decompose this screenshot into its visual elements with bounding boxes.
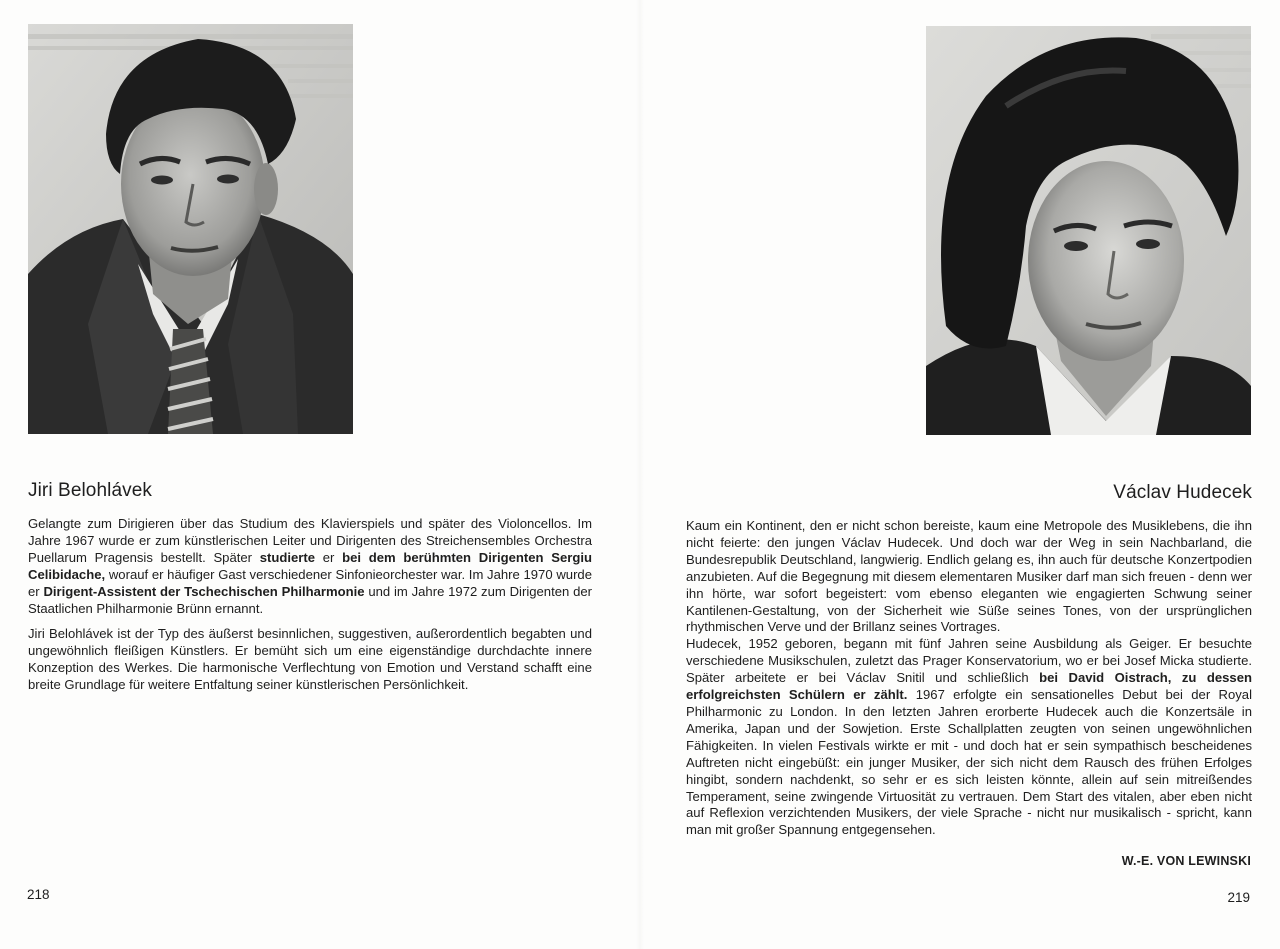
page-number-left: 218	[27, 887, 50, 902]
name-belohlavek: Jiri Belohlávek	[28, 480, 152, 501]
bio-paragraph-1: Gelangte zum Dirigieren über das Studium des Klavierspiels und später des Violoncellos. Im Jahre 1967 wurde er zum künstlerischen Leiter und Dirigenten des Streichensembles Orchestra Puellarum Pragensis bestellt. Später studierte er bei dem berühmten Dirigenten Sergiu Celibidache, worauf er häufiger Gast verschiedener Sinfonieorchester war. Im Jahre 1970 wurde er Dirigent-Assistent der Tschechischen Philharmonie und im Jahre 1972 zum Dirigenten der Staatlichen Philharmonie Brünn ernannt.	[28, 516, 592, 616]
name-hudecek: Václav Hudecek	[1113, 482, 1252, 503]
author-credit: W.-E. VON LEWINSKI	[1121, 854, 1251, 868]
portrait-photo-hudecek	[926, 26, 1251, 435]
portrait-photo-belohlavek	[28, 24, 353, 434]
bio-hudecek	[686, 518, 1252, 839]
bio-paragraph-1: Kaum ein Kontinent, den er nicht schon bereiste, kaum eine Metropole des Musiklebens, die ihn nicht feierte: den jungen Václav Hudecek. Und doch war der Weg in sein Nachbarland, die Bundesrepublik Deutschland, langwierig. Endlich gelang es, ihn auch für deutsche Konzertpodien anzubieten. Auf die Begegnung mit diesem elementaren Musiker darf man sich freuen - denn wer ihn hörte, war sofort begeistert: vom ebenso eleganten wie engagierten Schwung seiner Kantilenen-Gestaltung, von der Sicherheit wie Süße seines Tones, von der ursprünglichen rhythmischen Verve und der Brillanz seines Vortrages.	[686, 518, 1252, 635]
right-page	[640, 0, 1280, 949]
bio-paragraph-2: Jiri Belohlávek ist der Typ des äußerst besinnlichen, suggestiven, außerordentlich begabten und ungewöhnlich fleißigen Künstlers. Er bemüht sich um eine eigenständige durchdachte innere Konzeption des Werkes. Die harmonische Verflechtung von Emotion und Verstand schafft eine breite Grundlage für weitere Entfaltung seiner künstlerischen Persönlichkeit.	[28, 626, 592, 693]
page-number-right: 219	[1227, 890, 1250, 905]
bio-paragraph-2: Hudecek, 1952 geboren, begann mit fünf Jahren seine Ausbildung als Geiger. Er besuchte verschiedene Musikschulen, zuletzt das Prager Konservatorium, wo er bei Josef Micka studierte. Später arbeitete er bei Václav Snitil und schließlich bei David Oistrach, zu dessen erfolgreichsten Schülern er zählt. 1967 erfolgte ein sensationelles Debut bei der Royal Philharmonic zu London. In den letzten Jahren erorberte Hudecek auch die Konzertsäle in Amerika, Japan und der Sowjetion. Erste Schallplatten zeugten von seinen ungewöhnlichen Fähigkeiten. In vielen Festivals wirkte er mit - und doch hat er sein sympathisch bescheidenes Auftreten nicht eingebüßt: ein junger Musiker, der sich nicht dem Rausch des frühen Erfolges hingibt, sondern nachdenkt, so sehr er es sich leisten könnte, allein auf sein mitreißendes Temperament, seine zwingende Virtuosität zu vertrauen. Dem Start des vitalen, aber eben nicht auf Reflexion verzichtenden Musikers, der viele Sprache - nicht nur musikalisch - spricht, kann man mit großer Spannung entgegensehen.	[686, 636, 1252, 838]
bio-belohlavek	[28, 516, 592, 703]
